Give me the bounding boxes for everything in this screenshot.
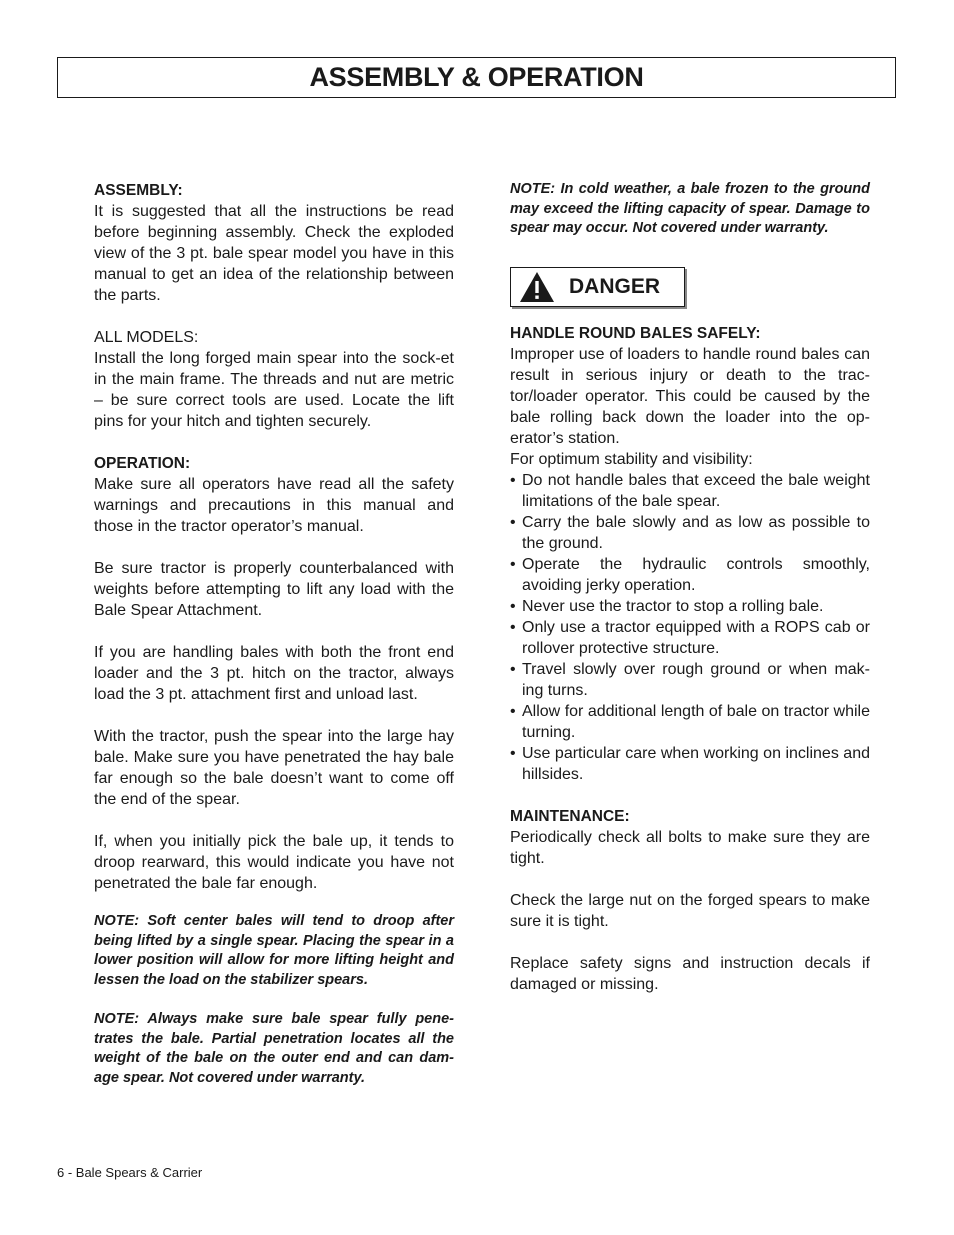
left-column <box>94 180 454 1088</box>
danger-label-box <box>510 267 685 307</box>
note-full-penetration: NOTE: Always make sure bale spear fully pene-trates the bale. Partial penetration locates all the weight of the bale on the outer end and can dam-age spear. Not covered under warranty. <box>94 1011 454 1086</box>
right-column <box>510 180 870 995</box>
maintenance-heading: MAINTENANCE: <box>510 807 630 825</box>
list-item: • Only use a tractor equipped with a ROPS cab or rollover protective structure. <box>510 618 870 657</box>
operation-paragraph-4: With the tractor, push the spear into the large hay bale. Make sure you have penetrated the hay bale far enough so the bale doesn’t want to come off the end of the spear. <box>94 728 454 808</box>
page-footer: 6 - Bale Spears & Carrier <box>57 1165 203 1180</box>
assembly-heading: ASSEMBLY: <box>94 182 183 199</box>
list-item: • Do not handle bales that exceed the bale weight limitations of the bale spear. <box>510 471 870 510</box>
stability-intro: For optimum stability and visibility: <box>510 450 753 468</box>
list-item: • Carry the bale slowly and as low as possible to the ground. <box>510 513 870 552</box>
all-models-heading: ALL MODELS: <box>94 329 199 346</box>
operation-paragraph-2: Be sure tractor is properly counterbalanced with weights before attempting to lift any load with the Bale Spear Attachment. <box>94 560 454 619</box>
list-item: • Never use the tractor to stop a rolling bale. <box>510 597 824 615</box>
maintenance-paragraph-3: Replace safety signs and instruction decals if damaged or missing. <box>510 954 870 993</box>
page-title-box <box>57 57 896 98</box>
note-soft-center: NOTE: Soft center bales will tend to droop after being lifted by a single spear. Placing the spear in a lower position will allow for more lifting height and lessen the load on the stabilizer spears. <box>94 913 454 988</box>
operation-paragraph-5: If, when you initially pick the bale up, it tends to droop rearward, this would indicate you have not penetrated the bale far enough. <box>94 833 454 892</box>
handle-bales-heading: HANDLE ROUND BALES SAFELY: <box>510 324 761 342</box>
operation-heading: OPERATION: <box>94 455 191 472</box>
assembly-text: It is suggested that all the instructions be read before beginning assembly. Check the exploded view of the 3 pt. bale spear model you have in this manual to get an idea of the relationship between the parts. <box>94 203 454 304</box>
all-models-text: Install the long forged main spear into the sock-et in the main frame. The threads and nut are metric – be sure correct tools are used. Locate the lift pins for your hitch and tighten securely. <box>94 350 454 430</box>
handle-bales-text: Improper use of loaders to handle round bales can result in serious injury or death to the trac-tor/loader operator. This could be caused by the bale rolling back down the loader into the op-erator’s station. <box>510 345 870 447</box>
list-item: • Allow for additional length of bale on tractor while turning. <box>510 702 870 741</box>
operation-paragraph-1: Make sure all operators have read all the safety warnings and precautions in this manual and those in the tractor operator’s manual. <box>94 476 454 535</box>
page-title: ASSEMBLY & OPERATION <box>309 62 644 92</box>
note-cold-weather: NOTE: In cold weather, a bale frozen to the ground may exceed the lifting capacity of spear. Damage to spear may occur. Not covered under warranty. <box>510 181 870 236</box>
list-item: • Use particular care when working on inclines and hillsides. <box>510 744 870 783</box>
maintenance-paragraph-2: Check the large nut on the forged spears to make sure it is tight. <box>510 891 870 930</box>
list-item: • Travel slowly over rough ground or when mak-ing turns. <box>510 660 870 699</box>
warning-triangle-icon <box>519 271 555 303</box>
danger-label: DANGER <box>569 275 661 298</box>
list-item: • Operate the hydraulic controls smoothly, avoiding jerky operation. <box>510 555 870 594</box>
operation-paragraph-3: If you are handling bales with both the front end loader and the 3 pt. hitch on the tractor, always load the 3 pt. attachment first and unload last. <box>94 644 454 703</box>
maintenance-paragraph-1: Periodically check all bolts to make sure they are tight. <box>510 828 870 867</box>
safety-bullet-list <box>510 470 870 785</box>
